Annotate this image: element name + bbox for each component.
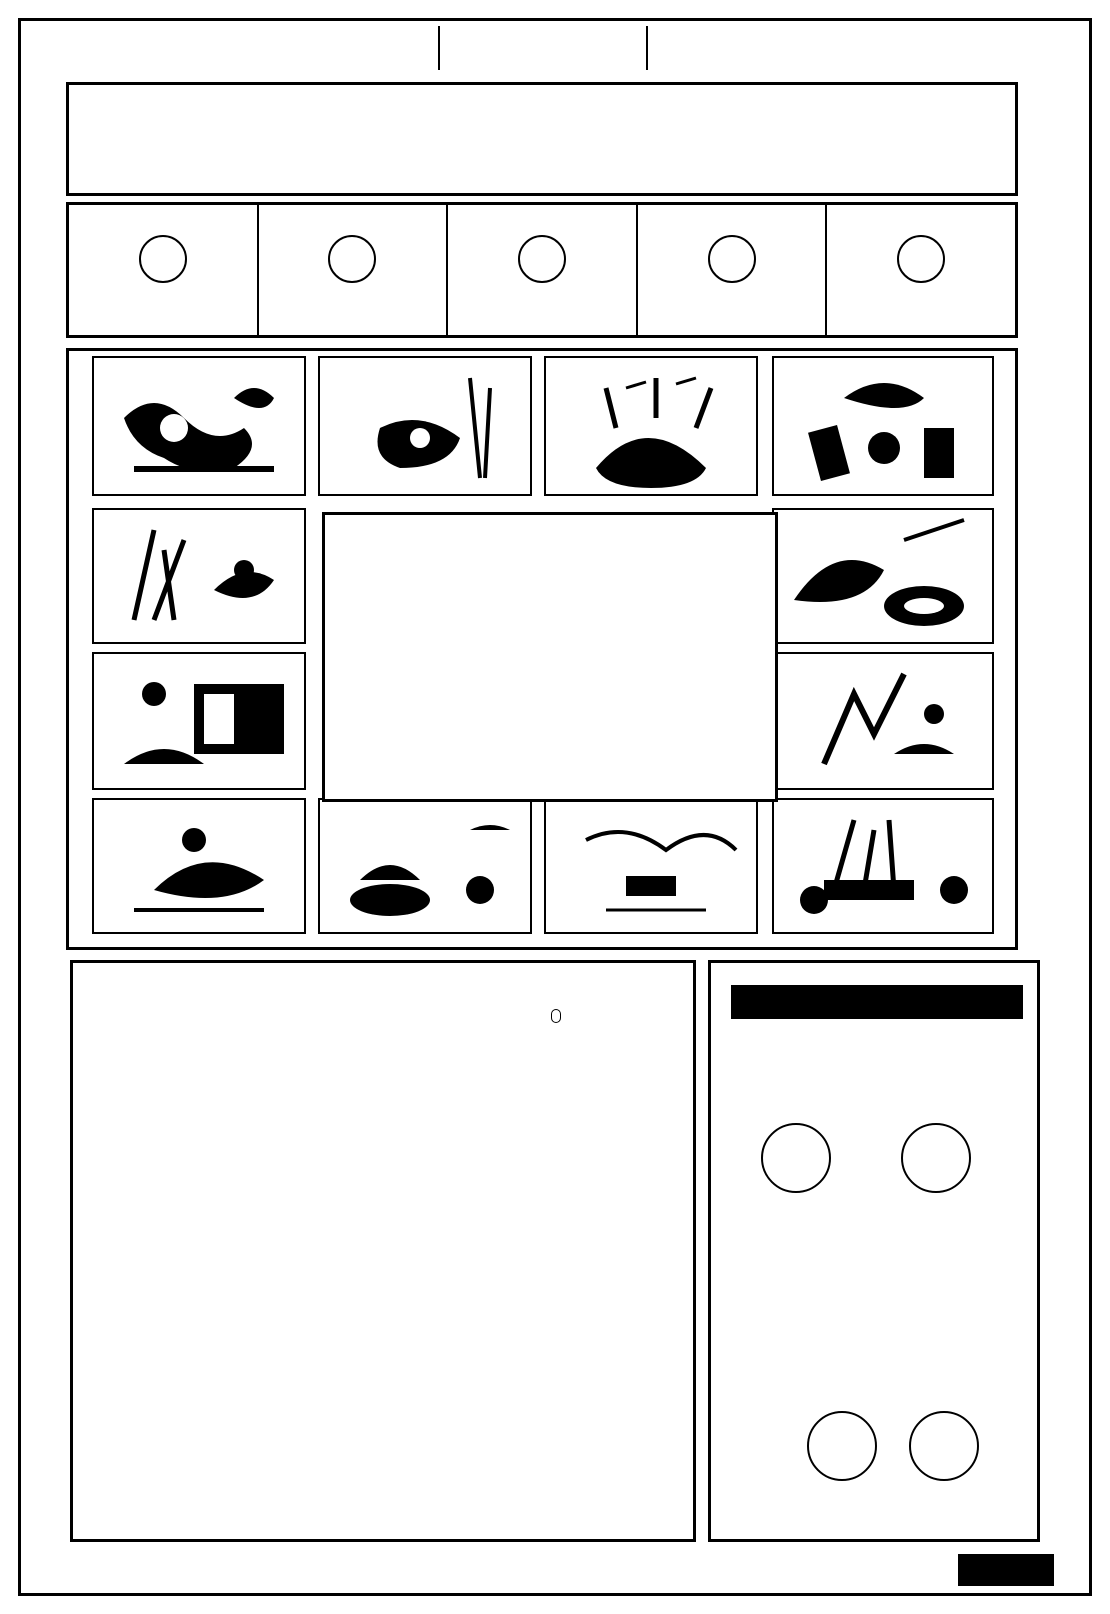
right-border-strip [1040, 40, 1068, 1560]
picture-cell [544, 798, 758, 934]
picture-cell [92, 508, 306, 644]
number-circle [708, 235, 756, 283]
insider-box [708, 960, 1040, 1542]
masthead-title [438, 26, 648, 70]
number-trend-box [66, 202, 1018, 338]
left-border-strip [24, 40, 52, 1560]
number-cell [259, 205, 449, 335]
picture-cell [772, 652, 994, 790]
story-box [70, 960, 696, 1542]
number-cell [638, 205, 828, 335]
prediction-number [901, 1123, 971, 1193]
picture-cell [318, 356, 532, 496]
ink-illustration [94, 654, 306, 790]
ink-illustration [774, 800, 994, 934]
picture-cell [772, 798, 994, 934]
ink-illustration [774, 654, 994, 790]
number-cell [69, 205, 259, 335]
bottom-mark-strip [40, 1552, 1070, 1588]
ink-illustration [320, 800, 532, 934]
ink-illustration [774, 358, 994, 496]
ink-illustration [546, 358, 758, 496]
ink-illustration [94, 800, 306, 934]
ink-illustration [320, 358, 532, 496]
ink-illustration [94, 510, 306, 644]
picture-cell [318, 798, 532, 934]
picture-cell [772, 508, 994, 644]
insider-title [731, 985, 1023, 1019]
story-title-note [551, 1009, 561, 1023]
bottom-black-bar [958, 1554, 1054, 1586]
headline-banner [66, 82, 1018, 196]
number-cell [448, 205, 638, 335]
picture-cell [772, 356, 994, 496]
ink-illustration [94, 358, 306, 496]
poem-box [322, 512, 778, 802]
offer-number [807, 1411, 877, 1481]
number-circle [328, 235, 376, 283]
picture-cell [92, 652, 306, 790]
number-circle [897, 235, 945, 283]
number-circle [139, 235, 187, 283]
ink-illustration [546, 800, 758, 934]
picture-cell [92, 356, 306, 496]
picture-cell [92, 798, 306, 934]
prediction-number [761, 1123, 831, 1193]
picture-cell [544, 356, 758, 496]
number-circle [518, 235, 566, 283]
number-cell [827, 205, 1015, 335]
offer-number [909, 1411, 979, 1481]
ink-illustration [774, 510, 994, 644]
